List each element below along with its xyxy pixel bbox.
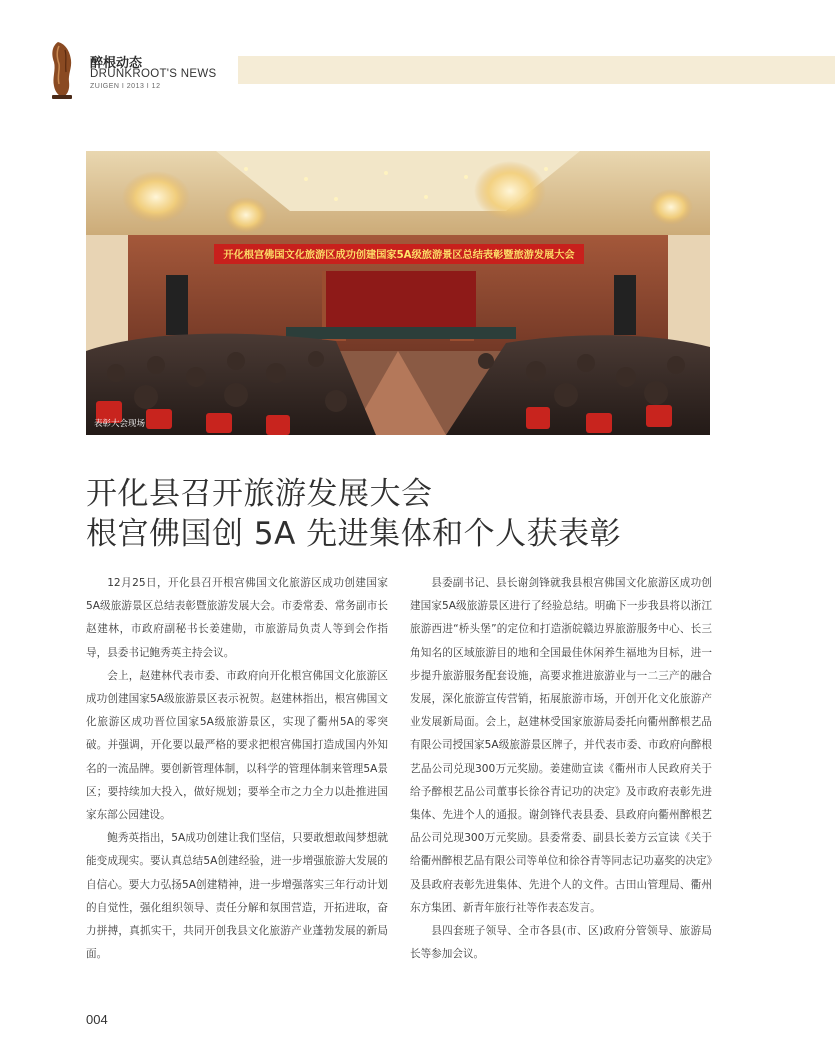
header-band [238,56,835,84]
article-column-right [410,572,712,966]
article-headline [86,474,621,554]
banner-text: 开化根宫佛国文化旅游区成功创建国家5A级旅游景区总结表彰暨旅游发展大会 [223,250,575,261]
issue-label: ZUIGEN I 2013 I 12 [90,83,161,90]
paragraph: 县四套班子领导、全市各县(市、区)政府分管领导、旅游局长等参加会议。 [410,925,712,961]
conference-photo [86,151,710,435]
page-number: 004 [86,1012,108,1027]
paragraph: 县委副书记、县长谢剑锋就我县根宫佛国文化旅游区成功创建国家5A级旅游景区进行了经验总结。明确下一步我县将以浙江旅游西进“桥头堡”的定位和打造浙皖赣边界旅游服务中心、长三角知名的区域旅游目的地和全国最佳休闲养生福地为目标，进一步提升旅游服务配套设施，高要求推进旅游业与一二三产的融合发展，深化旅游宣传营销，拓展旅游市场，开创开化文化旅游产业发展新局面。会上，赵建林受国家旅游局委托向衢州醉根艺品有限公司授国家5A级旅游景区牌子，并代表市委、市政府向醉根艺品公司兑现300万元奖励。姜建勋宣读《衢州市人民政府关于给予醉根艺品公司董事长徐谷青记功的决定》及市政府表彰先进集体、先进个人的通报。谢剑锋代表县委、县政府向衢州醉根艺品公司兑现300万元奖励。县委常委、副县长姜方云宣读《关于给衢州醉根艺品有限公司等单位和徐谷青等同志记功嘉奖的决定》及县政府表彰先进集体、先进个人的文件。古田山管理局、衢州东方集团、新青年旅行社等作表态发言。 [410,577,712,914]
photo-caption: 表彰大会现场 [94,419,146,429]
section-title: 醉根动态 [90,56,143,71]
headline-line-1: 开化县召开旅游发展大会 [86,476,433,512]
article-column-left [86,572,388,966]
paragraph: 12月25日，开化县召开根宫佛国文化旅游区成功创建国家5A级旅游景区总结表彰暨旅游发展大会。市委常委、常务副市长赵建林，市政府副秘书长姜建勋，市旅游局负责人等到会作指导，县委书记鲍秀英主持会议。 [86,577,388,659]
paragraph: 会上，赵建林代表市委、市政府向开化根宫佛国文化旅游区成功创建国家5A级旅游景区表示祝贺。赵建林指出，根宫佛国文化旅游区成功晋位国家5A级旅游景区，实现了衢州5A的零突破。并强调，开化要以最严格的要求把根宫佛国打造成国内外知名的一流品牌。要创新管理体制，以科学的管理体制来管理5A景区；要持续加大投入，做好规划；要举全市之力全力以赴推进国家东部公园建设。 [86,669,388,822]
paragraph: 鲍秀英指出，5A成功创建让我们坚信，只要敢想敢闯梦想就能变成现实。要认真总结5A创建经验，进一步增强旅游大发展的自信心。要大力弘扬5A创建精神，进一步增强落实三年行动计划的自觉性，强化组织领导、责任分解和氛围营造，开拓进取，奋力拼搏，真抓实干，共同开创我县文化旅游产业蓬勃发展的新局面。 [86,832,388,961]
headline-line-2: 根宫佛国创 5A 先进集体和个人获表彰 [86,516,622,552]
root-sculpture-logo [48,40,76,100]
section-title-en: DRUNKROOT'S NEWS [90,68,217,80]
